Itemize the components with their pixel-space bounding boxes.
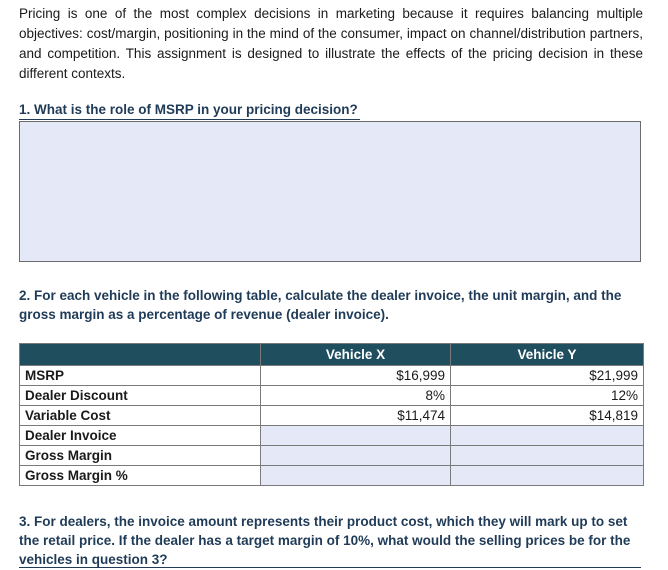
variable-cost-vehicle-y: $14,819 [451,406,644,426]
row-label-gross-margin-percent: Gross Margin % [20,466,261,486]
dealer-invoice-vehicle-y-input[interactable] [451,426,644,446]
dealer-invoice-vehicle-x-input[interactable] [261,426,451,446]
msrp-vehicle-y: $21,999 [451,366,644,386]
vehicle-pricing-table [19,343,644,486]
variable-cost-vehicle-x: $11,474 [261,406,451,426]
question-1-answer-box[interactable] [19,121,641,262]
gross-margin-percent-vehicle-y-input[interactable] [451,466,644,486]
gross-margin-vehicle-x-input[interactable] [261,446,451,466]
header-vehicle-y: Vehicle Y [451,344,644,366]
table-row [20,386,644,406]
row-label-variable-cost: Variable Cost [20,406,261,426]
question-3-heading: 3. For dealers, the invoice amount represents their product cost, which they will mark up to set the retail price. If the dealer has a target margin of 10%, what would the selling prices be for the vehicles in question 3? [19,514,631,567]
question-3-underline [19,567,641,568]
header-vehicle-x: Vehicle X [261,344,451,366]
msrp-vehicle-x: $16,999 [261,366,451,386]
gross-margin-vehicle-y-input[interactable] [451,446,644,466]
table-row [20,366,644,386]
table-row [20,426,644,446]
table-row [20,466,644,486]
row-label-msrp: MSRP [20,366,261,386]
intro-paragraph: Pricing is one of the most complex decisions in marketing because it requires balancing multiple objectives: cost/margin, positioning in the mind of the consumer, impact on channel/distribution partners, and competition. This assignment is designed to illustrate the effects of the pricing decision in these different contexts. [19,6,643,81]
dealer-discount-vehicle-y: 12% [451,386,644,406]
row-label-dealer-discount: Dealer Discount [20,386,261,406]
row-label-gross-margin: Gross Margin [20,446,261,466]
dealer-discount-vehicle-x: 8% [261,386,451,406]
table-header-row [20,344,644,366]
table-row [20,406,644,426]
question-1-heading: 1. What is the role of MSRP in your pricing decision? [19,100,360,120]
row-label-dealer-invoice: Dealer Invoice [20,426,261,446]
header-blank-cell [20,344,261,366]
gross-margin-percent-vehicle-x-input[interactable] [261,466,451,486]
table-row [20,446,644,466]
question-2-heading: 2. For each vehicle in the following table, calculate the dealer invoice, the unit margin, and the gross margin as a percentage of revenue (dealer invoice). [19,288,622,322]
